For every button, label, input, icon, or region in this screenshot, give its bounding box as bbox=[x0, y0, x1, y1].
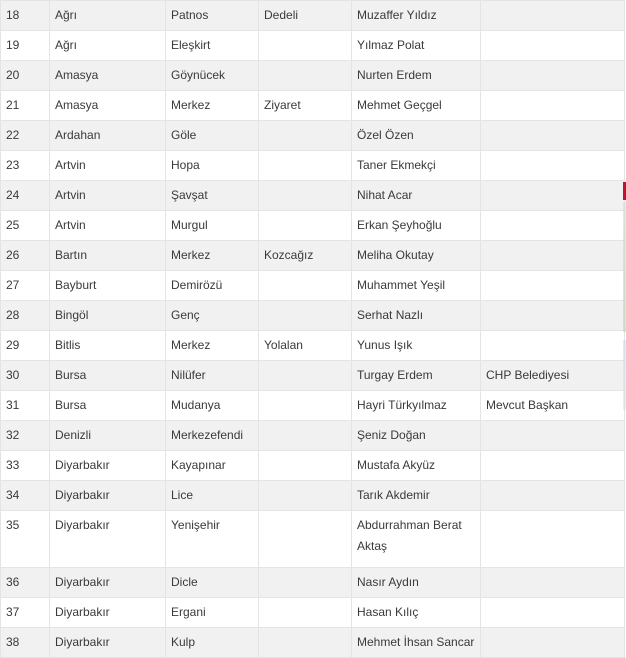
district-cell: Merkezefendi bbox=[166, 421, 259, 451]
province-cell: Diyarbakır bbox=[50, 481, 166, 511]
name-cell: Nurten Erdem bbox=[352, 61, 481, 91]
district-cell: Merkez bbox=[166, 241, 259, 271]
town-cell: Dedeli bbox=[259, 1, 352, 31]
province-cell: Bitlis bbox=[50, 331, 166, 361]
row-number: 25 bbox=[1, 211, 50, 241]
row-number: 38 bbox=[1, 628, 50, 658]
province-cell: Bartın bbox=[50, 241, 166, 271]
table-row bbox=[1, 391, 625, 421]
name-cell: Yılmaz Polat bbox=[352, 31, 481, 61]
table-row bbox=[1, 271, 625, 301]
table-row bbox=[1, 421, 625, 451]
row-number: 34 bbox=[1, 481, 50, 511]
row-number: 32 bbox=[1, 421, 50, 451]
province-cell: Bursa bbox=[50, 391, 166, 421]
table-row bbox=[1, 451, 625, 481]
note-cell bbox=[481, 61, 625, 91]
row-number: 27 bbox=[1, 271, 50, 301]
table-row bbox=[1, 331, 625, 361]
district-cell: Merkez bbox=[166, 331, 259, 361]
district-cell: Göle bbox=[166, 121, 259, 151]
town-cell bbox=[259, 211, 352, 241]
town-cell: Yolalan bbox=[259, 331, 352, 361]
province-cell: Diyarbakır bbox=[50, 568, 166, 598]
note-cell bbox=[481, 1, 625, 31]
name-cell: Muhammet Yeşil bbox=[352, 271, 481, 301]
table-row bbox=[1, 61, 625, 91]
district-cell: Yenişehir bbox=[166, 511, 259, 568]
row-number: 33 bbox=[1, 451, 50, 481]
table-row bbox=[1, 598, 625, 628]
district-cell: Lice bbox=[166, 481, 259, 511]
name-cell: Tarık Akdemir bbox=[352, 481, 481, 511]
name-cell: Turgay Erdem bbox=[352, 361, 481, 391]
province-cell: Ağrı bbox=[50, 1, 166, 31]
note-cell bbox=[481, 628, 625, 658]
table-row bbox=[1, 121, 625, 151]
district-cell: Kulp bbox=[166, 628, 259, 658]
row-number: 19 bbox=[1, 31, 50, 61]
note-cell bbox=[481, 511, 625, 568]
row-number: 24 bbox=[1, 181, 50, 211]
note-cell: CHP Belediyesi bbox=[481, 361, 625, 391]
table-row bbox=[1, 241, 625, 271]
note-cell bbox=[481, 121, 625, 151]
district-cell: Eleşkirt bbox=[166, 31, 259, 61]
district-cell: Göynücek bbox=[166, 61, 259, 91]
district-cell: Mudanya bbox=[166, 391, 259, 421]
table-row bbox=[1, 301, 625, 331]
name-cell: Yunus Işık bbox=[352, 331, 481, 361]
name-cell: Nasır Aydın bbox=[352, 568, 481, 598]
name-cell: Nihat Acar bbox=[352, 181, 481, 211]
table-row bbox=[1, 628, 625, 658]
note-cell bbox=[481, 598, 625, 628]
note-cell bbox=[481, 151, 625, 181]
district-cell: Kayapınar bbox=[166, 451, 259, 481]
note-cell bbox=[481, 181, 625, 211]
row-number: 37 bbox=[1, 598, 50, 628]
note-cell bbox=[481, 481, 625, 511]
name-cell: Muzaffer Yıldız bbox=[352, 1, 481, 31]
row-number: 35 bbox=[1, 511, 50, 568]
row-number: 26 bbox=[1, 241, 50, 271]
table-row bbox=[1, 211, 625, 241]
table-row bbox=[1, 568, 625, 598]
town-cell bbox=[259, 481, 352, 511]
note-cell bbox=[481, 301, 625, 331]
table-row bbox=[1, 31, 625, 61]
town-cell bbox=[259, 181, 352, 211]
table-row bbox=[1, 151, 625, 181]
town-cell bbox=[259, 511, 352, 568]
district-cell: Hopa bbox=[166, 151, 259, 181]
row-number: 18 bbox=[1, 1, 50, 31]
district-cell: Genç bbox=[166, 301, 259, 331]
town-cell bbox=[259, 451, 352, 481]
note-cell bbox=[481, 421, 625, 451]
town-cell bbox=[259, 301, 352, 331]
town-cell: Kozcağız bbox=[259, 241, 352, 271]
row-number: 20 bbox=[1, 61, 50, 91]
district-cell: Murgul bbox=[166, 211, 259, 241]
name-cell: Erkan Şeyhoğlu bbox=[352, 211, 481, 241]
province-cell: Ardahan bbox=[50, 121, 166, 151]
name-cell: Hayri Türkyılmaz bbox=[352, 391, 481, 421]
row-number: 30 bbox=[1, 361, 50, 391]
table-row bbox=[1, 181, 625, 211]
province-cell: Ağrı bbox=[50, 31, 166, 61]
table-body bbox=[1, 1, 625, 658]
row-number: 28 bbox=[1, 301, 50, 331]
note-cell bbox=[481, 241, 625, 271]
note-cell bbox=[481, 568, 625, 598]
town-cell: Ziyaret bbox=[259, 91, 352, 121]
note-cell: Mevcut Başkan bbox=[481, 391, 625, 421]
town-cell bbox=[259, 568, 352, 598]
province-cell: Diyarbakır bbox=[50, 628, 166, 658]
row-number: 23 bbox=[1, 151, 50, 181]
province-cell: Artvin bbox=[50, 151, 166, 181]
town-cell bbox=[259, 31, 352, 61]
town-cell bbox=[259, 391, 352, 421]
name-cell: Serhat Nazlı bbox=[352, 301, 481, 331]
name-cell: Özel Özen bbox=[352, 121, 481, 151]
table-row bbox=[1, 481, 625, 511]
district-cell: Merkez bbox=[166, 91, 259, 121]
town-cell bbox=[259, 151, 352, 181]
province-cell: Artvin bbox=[50, 211, 166, 241]
name-cell: Taner Ekmekçi bbox=[352, 151, 481, 181]
name-cell: Meliha Okutay bbox=[352, 241, 481, 271]
name-cell: Abdurrahman Berat Aktaş bbox=[352, 511, 481, 568]
name-cell: Mustafa Akyüz bbox=[352, 451, 481, 481]
row-number: 31 bbox=[1, 391, 50, 421]
province-cell: Diyarbakır bbox=[50, 451, 166, 481]
note-cell bbox=[481, 331, 625, 361]
name-cell: Şeniz Doğan bbox=[352, 421, 481, 451]
town-cell bbox=[259, 628, 352, 658]
name-cell: Hasan Kılıç bbox=[352, 598, 481, 628]
note-cell bbox=[481, 91, 625, 121]
row-number: 21 bbox=[1, 91, 50, 121]
note-cell bbox=[481, 211, 625, 241]
province-cell: Bayburt bbox=[50, 271, 166, 301]
province-cell: Diyarbakır bbox=[50, 598, 166, 628]
name-cell: Mehmet İhsan Sancar bbox=[352, 628, 481, 658]
province-cell: Diyarbakır bbox=[50, 511, 166, 568]
note-cell bbox=[481, 271, 625, 301]
row-number: 29 bbox=[1, 331, 50, 361]
town-cell bbox=[259, 61, 352, 91]
province-cell: Amasya bbox=[50, 61, 166, 91]
town-cell bbox=[259, 271, 352, 301]
town-cell bbox=[259, 421, 352, 451]
row-number: 36 bbox=[1, 568, 50, 598]
town-cell bbox=[259, 121, 352, 151]
province-cell: Amasya bbox=[50, 91, 166, 121]
district-cell: Nilüfer bbox=[166, 361, 259, 391]
town-cell bbox=[259, 361, 352, 391]
table-row bbox=[1, 91, 625, 121]
note-cell bbox=[481, 451, 625, 481]
district-cell: Şavşat bbox=[166, 181, 259, 211]
district-cell: Patnos bbox=[166, 1, 259, 31]
table-row bbox=[1, 361, 625, 391]
province-cell: Denizli bbox=[50, 421, 166, 451]
province-cell: Bingöl bbox=[50, 301, 166, 331]
table-row bbox=[1, 511, 625, 568]
province-cell: Bursa bbox=[50, 361, 166, 391]
table-row bbox=[1, 1, 625, 31]
note-cell bbox=[481, 31, 625, 61]
province-cell: Artvin bbox=[50, 181, 166, 211]
row-number: 22 bbox=[1, 121, 50, 151]
district-cell: Demirözü bbox=[166, 271, 259, 301]
district-cell: Dicle bbox=[166, 568, 259, 598]
town-cell bbox=[259, 598, 352, 628]
name-cell: Mehmet Geçgel bbox=[352, 91, 481, 121]
district-cell: Ergani bbox=[166, 598, 259, 628]
